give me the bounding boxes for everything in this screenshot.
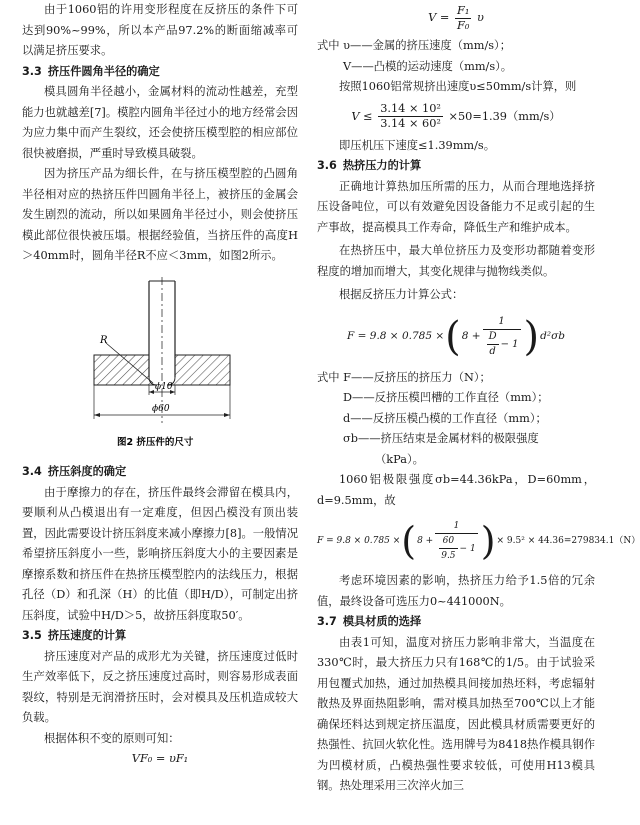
inner-diameter-label: ϕ10 xyxy=(155,381,173,392)
section-3-7-paragraph: 由表1可知，温度对挤压力影响非常大，当温度在330℃时，最大挤压力只有168℃的1/5。由于试验采用包覆式加热，通过加热模具间接加热坯料，考虑辐射散热及界面热阻影响，需对模具加热至700℃以上才能确保坯料达到规定挤压温度，因此模具材质需要更好的热强性、抗回火软化性。选用牌号为8418热作模具钢作为凹模材质，凸模热强性要求较低，可使用H13模具钢。热处理采用三次淬火加三 xyxy=(317,635,595,792)
definition-v-lower: 式中 υ——金属的挤压速度（mm/s）； xyxy=(317,39,511,52)
section-3-5-heading: 3.5 挤压速度的计算 xyxy=(22,629,127,642)
section-3-5-paragraph-1: 挤压速度对产品的成形尤为关键，挤压速度过低时生产效率低下，反之挤压速度过高时，则容易形成表面裂纹，特别是无润滑挤压时，会对模具及压机造成较大负载。 xyxy=(22,649,298,724)
force-redundancy-paragraph: 考虑环境因素的影响，热挤压力给予1.5倍的冗余值，最终设备可选压力0~441000N。 xyxy=(317,574,595,608)
definition-d: d——反挤压模凸模的工作直径（mm）； xyxy=(343,411,547,425)
equation-speed-limit: V ≤ $\frac{\text{3.14 × 10²}}{\text{3.14 × 60²}}$ ×50=1.39（mm/s） xyxy=(351,102,561,130)
equation-force-result: F = 9.8 × 0.785 × ( 8 + 1 $\frac{60}{9.5}$ − 1 ) × 9.5² × 44.36=279834.1（N） xyxy=(317,519,640,563)
section-3-6-paragraph-1: 正确地计算热加压所需的压力，从而合理地选择挤压设备吨位，可以有效避免因设备能力不足或引起的生产事故，提高模具工作寿命，降低生产和维护成本。 xyxy=(317,179,595,234)
definition-F: 式中 F——反挤压的挤压力（N）； xyxy=(317,370,491,384)
intro-paragraph: 由于1060铝的许用变形程度在反挤压的条件下可达到90%~99%，所以本产品97.2%的断面缩减率可以满足挤压要求。 xyxy=(22,3,298,57)
section-3-3-paragraph-1: 模具圆角半径越小，金属材料的流动性越差，充型能力也就越差[7]。模腔内圆角半径过小的地方经常会因为应力集中而产生裂纹，还会使挤压模型腔的相应部位很快被磨损，严重时导致模具破裂。 xyxy=(22,85,298,160)
section-3-6-paragraph-2: 在热挤压中，最大单位挤压力及变形功都随着变形程度的增加而增大，其变化规律与抛物线类似。 xyxy=(317,244,595,278)
extrusion-part-drawing xyxy=(22,273,298,455)
figure-2 xyxy=(22,273,298,463)
definition-sigma-unit: （kPa）。 xyxy=(375,452,424,466)
definition-v-upper: V——凸模的运动速度（mm/s）。 xyxy=(343,59,513,73)
section-3-4-paragraph: 由于摩擦力的存在，挤压件最终会滞留在模具内，要顺利从凸模退出有一定难度，但因凸模没有顶出装置，因此需要设计挤压斜度来减小摩擦力[8]。一般情况希望挤压斜度小一些，影响挤压斜度大小的主要因素是摩擦系数和挤压件在热挤压模型腔内的法线压力，根据孔径（D）和孔深（H）的比值（即H/D），可制定出挤压斜度，试验中H/D＞5，故挤压斜度取50′。 xyxy=(22,485,298,622)
section-3-5-paragraph-2: 根据体积不变的原则可知： xyxy=(44,731,180,745)
section-3-6-heading: 3.6 热挤压力的计算 xyxy=(317,159,422,172)
left-column xyxy=(22,0,298,770)
equation-speed: V = $\frac{\text{F₁}}{\text{F₀}}$ υ xyxy=(428,3,484,32)
figure-caption: 图2 挤压件的尺寸 xyxy=(117,436,194,448)
values-paragraph: 1060铝极限强度σb=44.36kPa，D=60mm，d=9.5mm，故 xyxy=(317,473,595,507)
equation-volume: VF₀ = υF₁ xyxy=(131,752,189,765)
definition-sigma: σb——挤压结束是金属材料的极限强度 xyxy=(343,432,539,445)
section-3-6-paragraph-3: 根据反挤压力计算公式： xyxy=(339,288,464,301)
outer-diameter-label: ϕ60 xyxy=(152,403,170,414)
section-3-4-heading: 3.4 挤压斜度的确定 xyxy=(22,465,127,478)
check-paragraph: 按照1060铝常规挤出速度υ≤50mm/s计算，则 xyxy=(339,80,577,93)
section-3-7-heading: 3.7 模具材质的选择 xyxy=(317,615,422,628)
section-3-3-heading: 3.3 挤压件圆角半径的确定 xyxy=(22,64,160,78)
definition-D: D——反挤压模凹槽的工作直径（mm）； xyxy=(343,391,549,404)
right-column xyxy=(317,0,640,797)
equation-force-formula: F = 9.8 × 0.785 × ( 8 + 1 $\frac{D}{d}$ − 1 ) d²σb xyxy=(347,313,565,360)
section-3-3-paragraph-2: 因为挤压产品为细长件，在与挤压模型腔的凸圆角半径相对应的热挤压件凹圆角半径上，被挤压的金属会发生剧烈的流动，所以如果圆角半径过小，则会使挤压模此部位很快被压塌。根据经验值，当挤压件的高度H＞40mm时，圆角半径R不应＜3mm，如图2所示。 xyxy=(22,167,298,262)
radius-label: R xyxy=(100,334,108,346)
press-speed-paragraph: 即压机压下速度≤1.39mm/s。 xyxy=(339,138,496,152)
